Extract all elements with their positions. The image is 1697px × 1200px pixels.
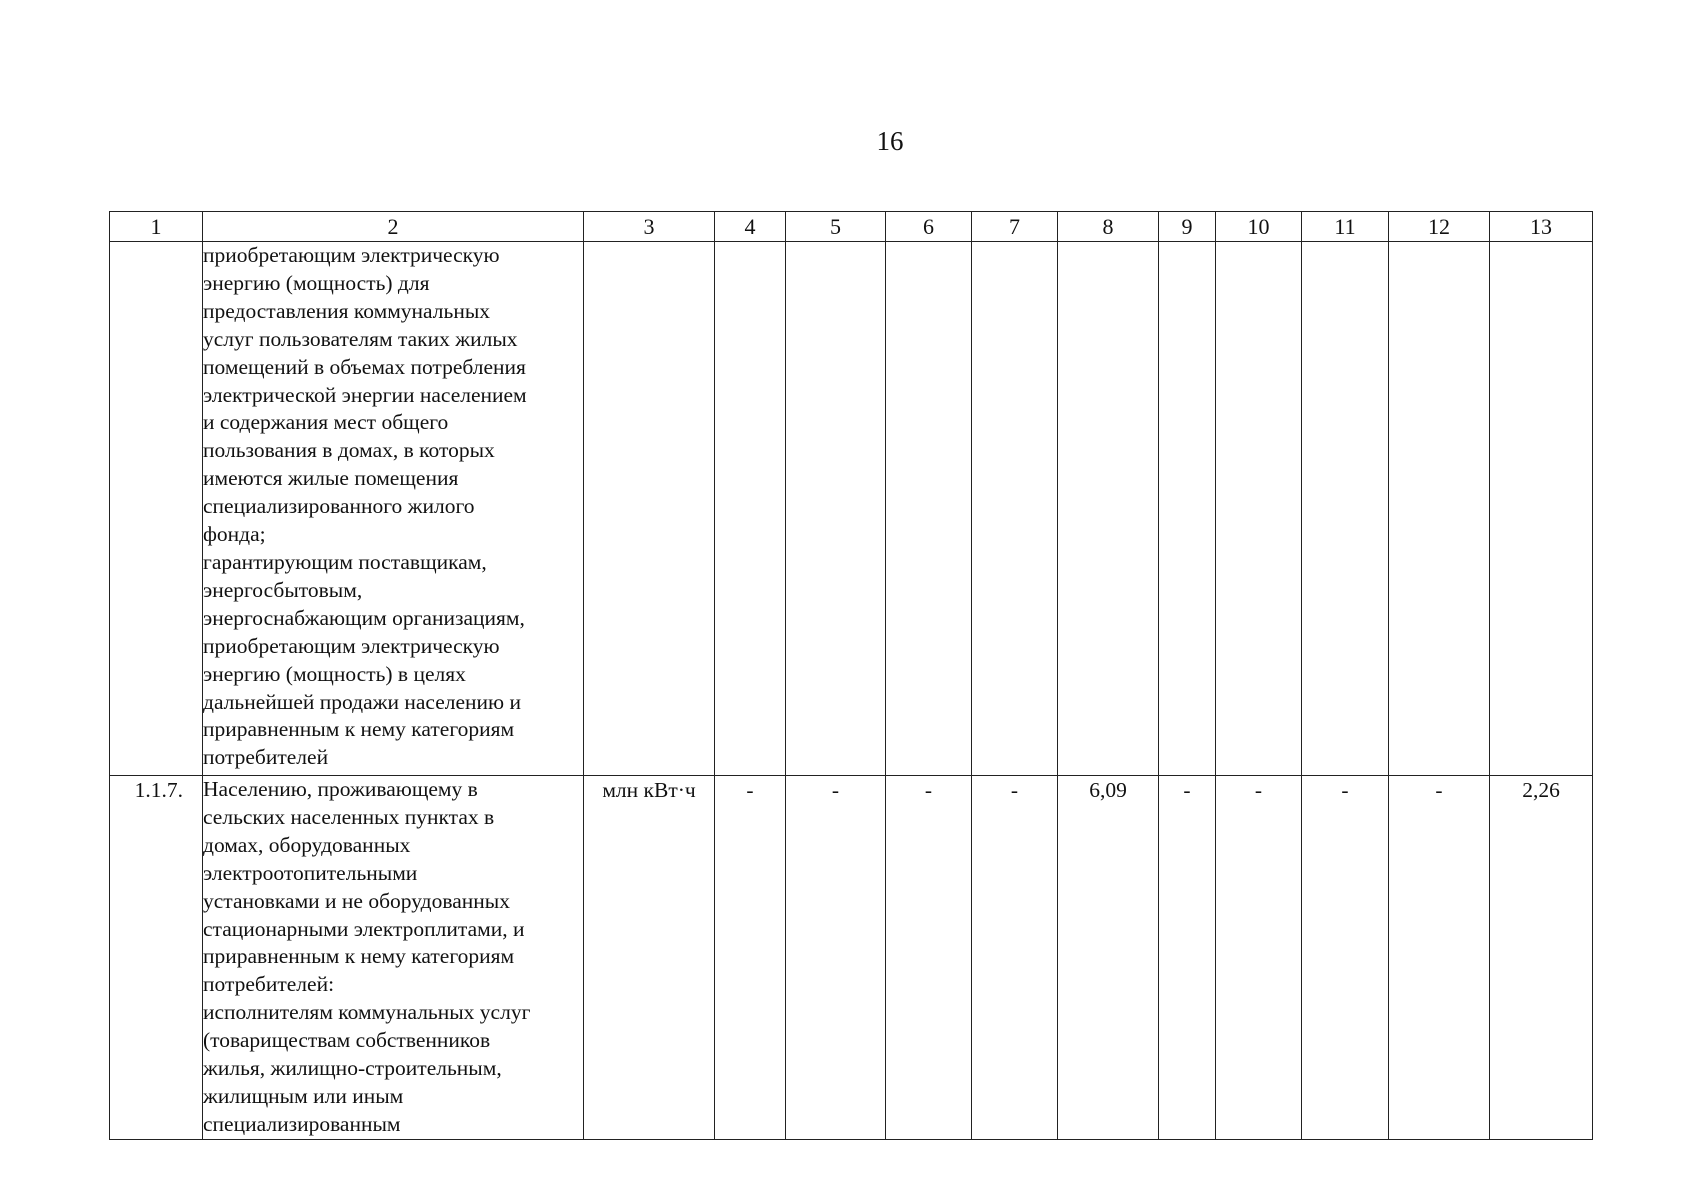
unit-cell: млн кВт·ч xyxy=(584,776,715,1140)
description-line: приравненным к нему категориям xyxy=(203,944,515,969)
description-line: предоставления коммунальных xyxy=(203,298,491,323)
description-line: и содержания мест общего xyxy=(203,410,449,435)
value-cell xyxy=(1159,242,1216,776)
description-line: энергосбытовым, xyxy=(203,577,363,602)
value-cell: - xyxy=(1159,776,1216,1140)
description-line: приобретающим электрическую xyxy=(203,243,500,267)
unit-cell xyxy=(584,242,715,776)
description-line: потребителей xyxy=(203,745,329,770)
header-cell: 5 xyxy=(786,212,886,242)
table-row xyxy=(110,776,1593,1140)
row-description xyxy=(203,776,584,1140)
header-cell: 6 xyxy=(886,212,972,242)
value-cell: - xyxy=(1302,776,1389,1140)
data-table xyxy=(109,211,1593,1140)
header-cell: 1 xyxy=(110,212,203,242)
table-row xyxy=(110,242,1593,776)
header-cell: 11 xyxy=(1302,212,1389,242)
description-line: потребителей: xyxy=(203,972,335,997)
header-cell: 12 xyxy=(1389,212,1490,242)
page-number: 16 xyxy=(876,126,904,156)
value-cell: 6,09 xyxy=(1058,776,1159,1140)
value-cell xyxy=(886,242,972,776)
header-cell: 9 xyxy=(1159,212,1216,242)
description-line: стационарными электроплитами, и xyxy=(203,916,525,941)
header-cell: 2 xyxy=(203,212,584,242)
value-cell xyxy=(1058,242,1159,776)
description-line: гарантирующим поставщикам, xyxy=(203,549,487,574)
description-line: жилья, жилищно-строительным, xyxy=(203,1056,502,1081)
description-line: домах, оборудованных xyxy=(203,832,411,857)
value-cell: - xyxy=(886,776,972,1140)
header-cell: 4 xyxy=(715,212,786,242)
header-cell: 10 xyxy=(1216,212,1302,242)
header-cell: 3 xyxy=(584,212,715,242)
header-cell: 8 xyxy=(1058,212,1159,242)
description-line: электрической энергии населением xyxy=(203,382,527,407)
value-cell: - xyxy=(1216,776,1302,1140)
header-cell: 7 xyxy=(972,212,1058,242)
row-description xyxy=(203,242,584,776)
description-line: специализированного жилого xyxy=(203,494,475,519)
description-line: установками и не оборудованных xyxy=(203,888,510,913)
value-cell xyxy=(972,242,1058,776)
header-row xyxy=(110,212,1593,242)
value-cell: - xyxy=(715,776,786,1140)
description-line: энергию (мощность) для xyxy=(203,270,430,295)
value-cell: 2,26 xyxy=(1490,776,1593,1140)
description-line: приравненным к нему категориям xyxy=(203,717,515,742)
value-cell xyxy=(786,242,886,776)
row-code: 1.1.7. xyxy=(110,776,203,1140)
description-line: энергоснабжающим организациям, xyxy=(203,605,525,630)
value-cell xyxy=(1389,242,1490,776)
description-line: энергию (мощность) в целях xyxy=(203,661,466,686)
description-line: приобретающим электрическую xyxy=(203,633,500,658)
description-line: (товариществам собственников xyxy=(203,1028,491,1053)
description-line: электроотопительными xyxy=(203,860,418,885)
value-cell xyxy=(715,242,786,776)
value-cell xyxy=(1490,242,1593,776)
description-line: услуг пользователям таких жилых xyxy=(203,326,518,351)
description-line: специализированным xyxy=(203,1111,401,1136)
value-cell: - xyxy=(972,776,1058,1140)
value-cell: - xyxy=(786,776,886,1140)
description-line: дальнейшей продажи населению и xyxy=(203,689,521,714)
description-line: Населению, проживающему в xyxy=(203,777,478,801)
description-line: жилищным или иным xyxy=(203,1083,404,1108)
value-cell xyxy=(1216,242,1302,776)
description-line: исполнителям коммунальных услуг xyxy=(203,1000,531,1025)
description-line: помещений в объемах потребления xyxy=(203,354,526,379)
row-code xyxy=(110,242,203,776)
description-line: сельских населенных пунктах в xyxy=(203,804,495,829)
description-line: пользования в домах, в которых xyxy=(203,438,495,463)
description-line: имеются жилые помещения xyxy=(203,466,459,491)
header-cell: 13 xyxy=(1490,212,1593,242)
value-cell: - xyxy=(1389,776,1490,1140)
description-line: фонда; xyxy=(203,522,266,547)
value-cell xyxy=(1302,242,1389,776)
